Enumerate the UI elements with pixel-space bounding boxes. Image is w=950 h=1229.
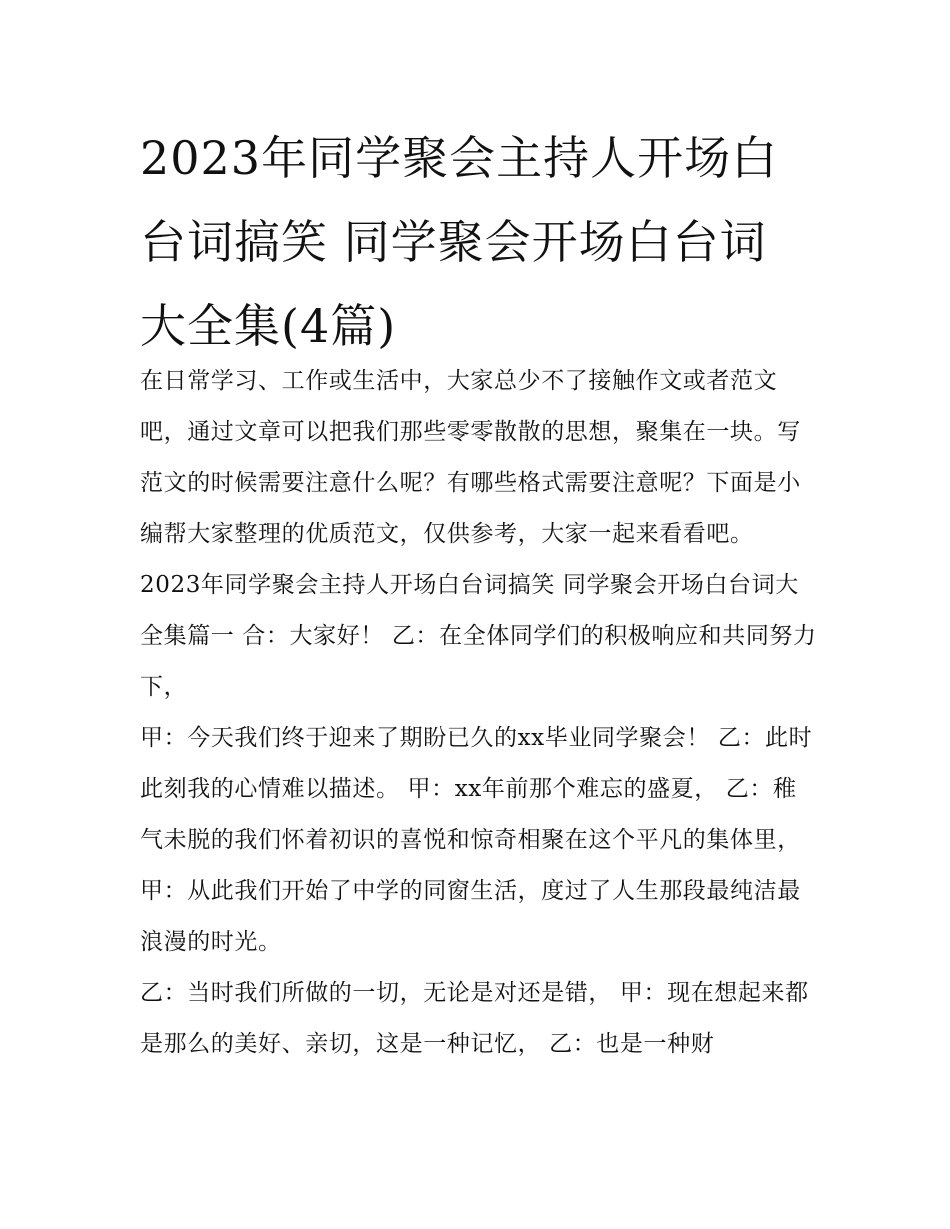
title-line-2: 台词搞笑 同学聚会开场白台词 <box>140 215 767 269</box>
document-title <box>140 116 820 368</box>
section-heading-paragraph: 2023年同学聚会主持人开场白台词搞笑 同学聚会开场白台词大全集篇一 合：大家好！ 乙：在全体同学们的积极响应和共同努力下， <box>140 572 817 700</box>
title-line-1: 2023年同学聚会主持人开场白 <box>140 131 779 185</box>
intro-paragraph: 在日常学习、工作或生活中，大家总少不了接触作文或者范文吧，通过文章可以把我们那些零零散散的思想，聚集在一块。写范文的时候需要注意什么呢？有哪些格式需要注意呢？下面是小编帮大家整理的优质范文，仅供参考，大家一起来看看吧。 <box>140 368 801 547</box>
document-body <box>140 356 820 1070</box>
dialogue-paragraph: 甲：今天我们终于迎来了期盼已久的xx毕业同学聚会！ 乙：此时此刻我的心情难以描述。 甲：xx年前那个难忘的盛夏， 乙：稚气未脱的我们怀着初识的喜悦和惊奇相聚在这个平凡的集体里， 甲：从此我们开始了中学的同窗生活，度过了人生那段最纯洁最浪漫的时光。 <box>140 725 813 955</box>
dialogue-paragraph: 乙：当时我们所做的一切，无论是对还是错， 甲：现在想起来都是那么的美好、亲切，这是一种记忆， 乙：也是一种财 <box>140 980 809 1057</box>
title-line-3: 大全集(4篇) <box>140 299 397 353</box>
